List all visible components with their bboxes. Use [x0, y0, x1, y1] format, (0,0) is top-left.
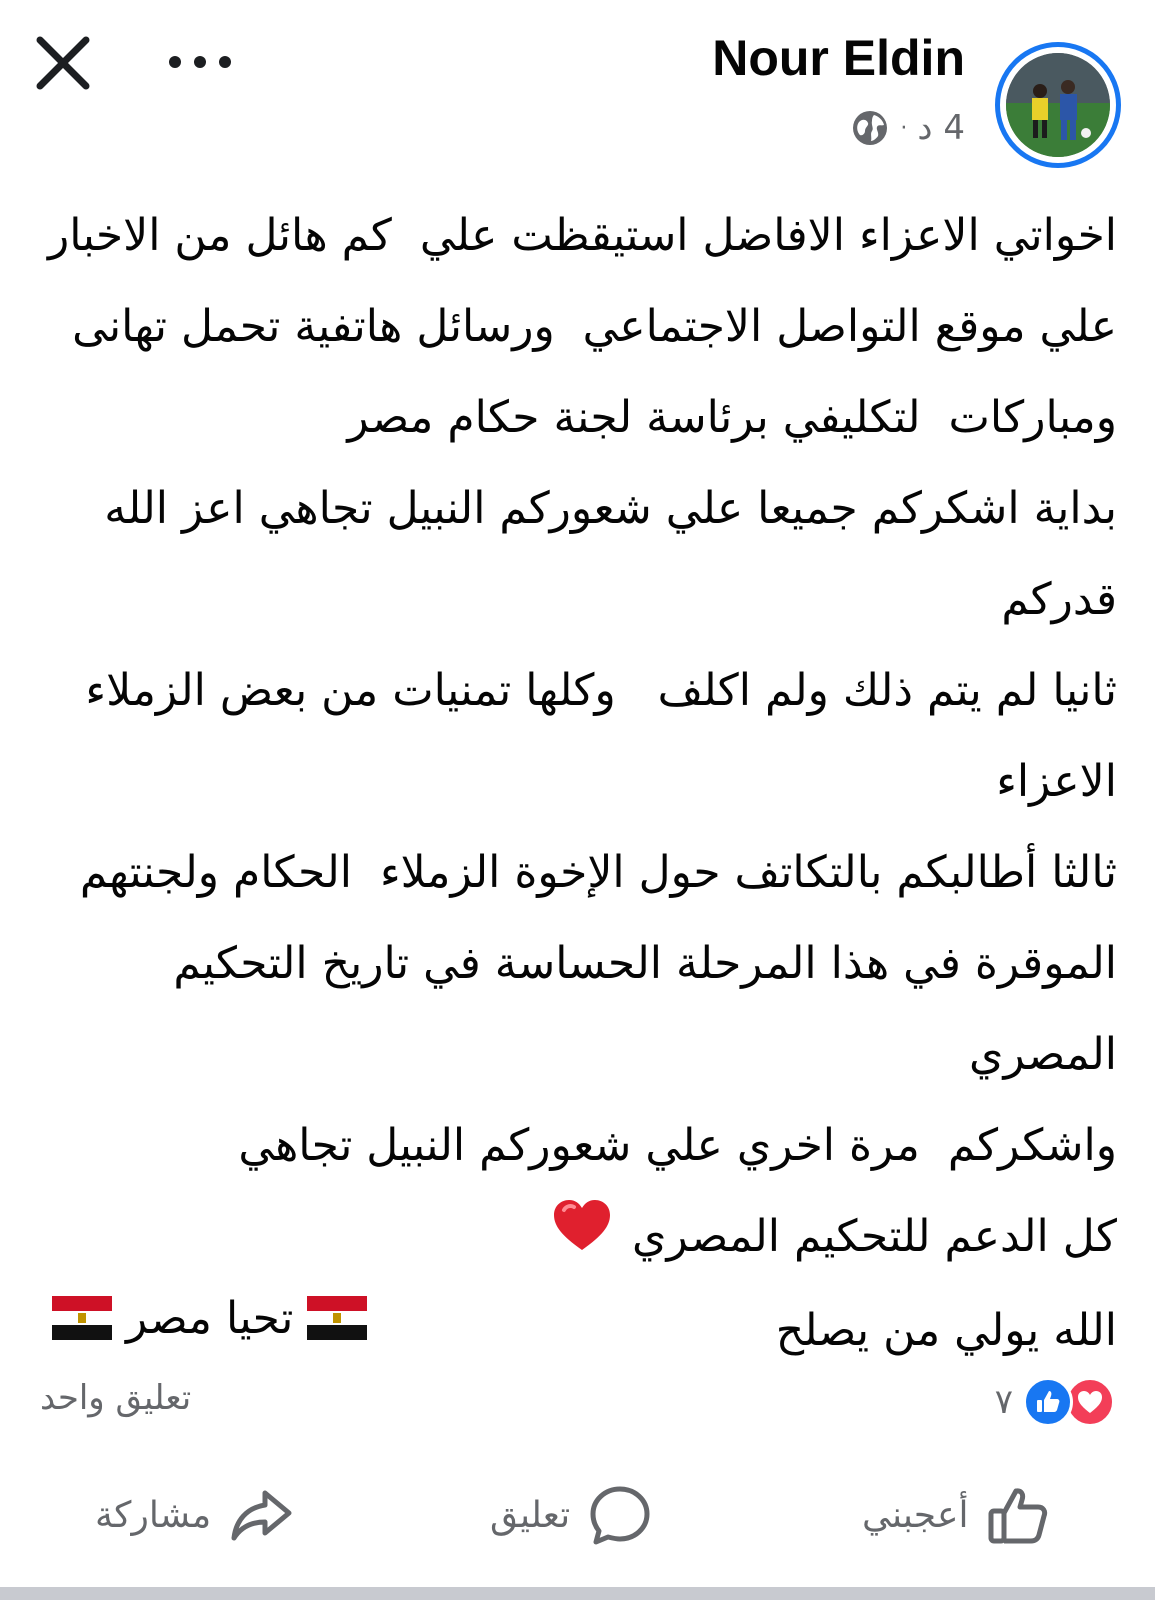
post-paragraph: ثانيا لم يتم ذلك ولم اكلف وكلها تمنيات من بعض الزملاء الاعزاء	[71, 665, 1117, 807]
share-icon	[229, 1483, 293, 1547]
post-paragraph: بداية اشكركم جميعا علي شعوركم النبيل تجاهي اعز الله قدركم	[90, 483, 1117, 625]
like-button[interactable]	[862, 1470, 1050, 1560]
author-avatar-ring[interactable]	[995, 42, 1121, 168]
close-button[interactable]	[30, 30, 96, 96]
meta-separator: ·	[900, 115, 908, 141]
post-paragraph: واشكركم مرة اخري علي شعوركم النبيل تجاهي	[238, 1120, 1117, 1171]
author-name[interactable]: Nour Eldin	[712, 30, 965, 86]
closing-text: تحيا مصر	[126, 1292, 294, 1344]
avatar	[1006, 53, 1110, 157]
egypt-flag-icon	[52, 1296, 112, 1340]
share-button[interactable]	[95, 1470, 293, 1560]
avatar-photo	[1006, 53, 1110, 157]
support-text: كل الدعم للتحكيم المصري	[632, 1211, 1117, 1262]
comment-button[interactable]	[490, 1470, 652, 1560]
thumbs-up-icon	[986, 1483, 1050, 1547]
close-icon	[30, 30, 96, 96]
post-header	[0, 0, 1155, 170]
more-options-button[interactable]	[165, 42, 235, 82]
post-time[interactable]: 4 د	[917, 108, 965, 148]
comments-count[interactable]: تعليق واحد	[40, 1378, 192, 1418]
reactions-summary[interactable]	[995, 1375, 1115, 1429]
egypt-flag-icon	[307, 1296, 367, 1340]
like-label: أعجبني	[862, 1494, 969, 1536]
post-paragraph: ثالثا أطالبكم بالتكاتف حول الإخوة الزملاء الحكام ولجنتهم الموقرة في هذا المرحلة الحساسة في تاريخ التحكيم المصري	[65, 847, 1117, 1080]
red-heart-icon	[552, 1194, 612, 1285]
share-label: مشاركة	[95, 1494, 212, 1536]
more-options-icon	[165, 42, 235, 82]
post-text	[34, 190, 1117, 1376]
bottom-divider	[0, 1587, 1155, 1600]
post-actions	[0, 1470, 1155, 1560]
reaction-count: ٧	[994, 1382, 1013, 1422]
globe-icon[interactable]	[850, 108, 890, 148]
closing-line	[52, 1290, 367, 1346]
comment-label: تعليق	[490, 1494, 571, 1536]
post-paragraph: اخواتي الاعزاء الافاضل استيقظت علي كم هائل من الاخبار علي موقع التواصل الاجتماعي ورسائل هاتفية تحمل تهانى ومباركات لتكليفي برئاسة لجنة حكام مصر	[34, 210, 1117, 443]
post-paragraph: الله يولي من يصلح	[775, 1304, 1117, 1356]
like-reaction-icon	[1023, 1377, 1073, 1427]
comment-icon	[588, 1483, 652, 1547]
post-paragraph-support	[40, 1191, 1117, 1285]
post-meta	[850, 104, 965, 152]
